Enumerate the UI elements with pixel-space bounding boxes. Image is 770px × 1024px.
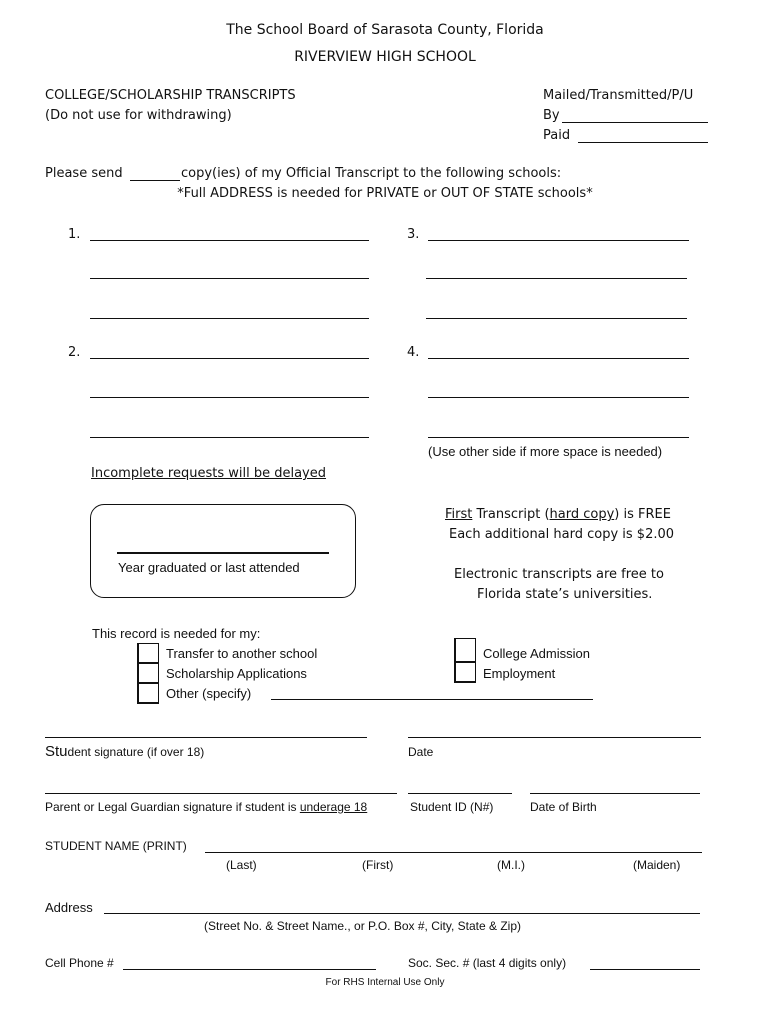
school-4-line-3[interactable]: [428, 437, 689, 438]
student-sig-rest: dent signature (if over 18): [67, 745, 205, 759]
form-subtitle: (Do not use for withdrawing): [45, 108, 232, 123]
first-word: First: [445, 507, 473, 522]
year-graduated-field[interactable]: [117, 552, 329, 554]
ssn-label: Soc. Sec. # (last 4 digits only): [408, 956, 567, 970]
school-2-line-1[interactable]: [90, 358, 369, 359]
additional-fee: Each additional hard copy is $2.00: [449, 527, 675, 542]
guardian-signature-label: [45, 800, 367, 814]
other-checkbox[interactable]: [137, 683, 159, 704]
scholarship-checkbox[interactable]: [137, 663, 159, 684]
last-name-hint: (Last): [226, 858, 257, 872]
school-title: RIVERVIEW HIGH SCHOOL: [294, 49, 476, 65]
school-1-line-1[interactable]: [90, 240, 369, 241]
electronic-note-2: Florida state’s universities.: [477, 587, 653, 602]
employment-checkbox[interactable]: [454, 662, 476, 683]
is-free-word: ) is FREE: [614, 507, 671, 522]
hard-copy-word: hard copy: [549, 507, 615, 522]
college-label: College Admission: [483, 646, 590, 661]
school-4-line-1[interactable]: [428, 358, 689, 359]
copies-count-field[interactable]: [130, 180, 180, 181]
school-3-line-1[interactable]: [428, 240, 689, 241]
transfer-checkbox[interactable]: [137, 643, 159, 664]
school-1-line-2[interactable]: [90, 278, 369, 279]
year-graduated-box: [90, 504, 356, 598]
fees-first-line: [445, 507, 671, 522]
address-hint: (Street No. & Street Name., or P.O. Box #, City, State & Zip): [204, 919, 522, 933]
student-signature-label: [45, 743, 204, 760]
student-id-field[interactable]: [408, 793, 512, 794]
transcript-word: Transcript (: [476, 507, 550, 522]
board-title: The School Board of Sarasota County, Florida: [226, 22, 544, 38]
ssn-field[interactable]: [590, 969, 700, 970]
underage-text: underage 18: [299, 800, 368, 814]
cell-phone-field[interactable]: [123, 969, 376, 970]
paid-label: Paid: [543, 128, 571, 143]
student-sig-stu: Stu: [45, 743, 68, 760]
incomplete-warning: Incomplete requests will be delayed: [91, 466, 327, 481]
paid-field[interactable]: [578, 142, 708, 143]
employment-label: Employment: [483, 666, 556, 681]
school-2-line-2[interactable]: [90, 397, 369, 398]
college-checkbox[interactable]: [454, 638, 476, 663]
student-id-label: Student ID (N#): [410, 800, 494, 814]
copies-label: copy(ies) of my Official Transcript to the following schools:: [181, 166, 562, 181]
electronic-note-1: Electronic transcripts are free to: [454, 567, 664, 582]
school-3-line-2[interactable]: [426, 278, 687, 279]
school-2-line-3[interactable]: [90, 437, 369, 438]
year-graduated-label: Year graduated or last attended: [118, 560, 300, 575]
other-side-note: (Use other side if more space is needed): [428, 444, 663, 459]
internal-use-footer: For RHS Internal Use Only: [325, 977, 445, 988]
scholarship-label: Scholarship Applications: [166, 666, 307, 681]
guardian-signature-field[interactable]: [45, 793, 397, 794]
by-field[interactable]: [562, 122, 708, 123]
cell-phone-label: Cell Phone #: [45, 956, 114, 970]
date-field[interactable]: [408, 737, 701, 738]
school-number-2: 2.: [68, 345, 81, 360]
school-4-line-2[interactable]: [428, 397, 689, 398]
school-number-1: 1.: [68, 227, 81, 242]
school-number-3: 3.: [407, 227, 420, 242]
school-3-line-3[interactable]: [426, 318, 687, 319]
school-number-4: 4.: [407, 345, 420, 360]
please-send-label: Please send: [45, 166, 123, 181]
address-note: *Full ADDRESS is needed for PRIVATE or OUT OF STATE schools*: [177, 186, 593, 201]
address-label: Address: [45, 900, 93, 915]
student-signature-field[interactable]: [45, 737, 367, 738]
maiden-name-hint: (Maiden): [633, 858, 681, 872]
first-name-hint: (First): [362, 858, 394, 872]
dob-label: Date of Birth: [530, 800, 597, 814]
form-title: COLLEGE/SCHOLARSHIP TRANSCRIPTS: [45, 88, 296, 103]
student-name-label: STUDENT NAME (PRINT): [45, 839, 187, 853]
school-1-line-3[interactable]: [90, 318, 369, 319]
guardian-text: Parent or Legal Guardian signature if student is: [45, 800, 297, 814]
address-field[interactable]: [104, 913, 700, 914]
mi-hint: (M.I.): [497, 858, 525, 872]
purpose-heading: This record is needed for my:: [92, 626, 261, 641]
date-label: Date: [408, 745, 434, 759]
transfer-label: Transfer to another school: [166, 646, 318, 661]
mailed-label: Mailed/Transmitted/P/U: [543, 88, 694, 103]
other-specify-field[interactable]: [271, 699, 593, 700]
by-label: By: [543, 108, 560, 123]
other-label: Other (specify): [166, 686, 252, 701]
dob-field[interactable]: [530, 793, 700, 794]
student-name-field[interactable]: [205, 852, 702, 853]
